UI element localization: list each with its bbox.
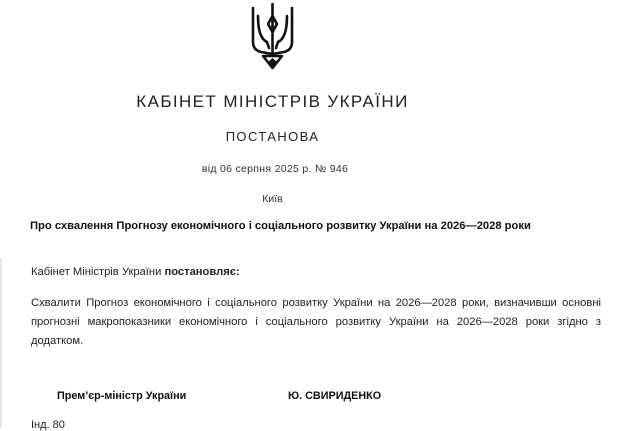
- organization-title: КАБІНЕТ МІНІСТРІВ УКРАЇНИ: [136, 92, 409, 111]
- preamble-verb: постановляє:: [164, 266, 240, 278]
- document-heading: Про схвалення Прогнозу економічного і соціального розвитку України на 2026—2028 роки: [30, 220, 531, 232]
- resolution-body: Схвалити Прогноз економічного і соціального розвитку України на 2026—2028 роки, визначивши основні прогнозні макропоказники економічного і соціального розвитку України на 2026—2028 роки згідно з додатком.: [31, 297, 601, 347]
- document-date: від 06 серпня 2025 р. № 946: [201, 163, 349, 175]
- left-margin-rule: [0, 258, 2, 428]
- signatory-title: Прем’єр-міністр України: [57, 390, 187, 402]
- trident-coat-of-arms-icon: [249, 2, 296, 70]
- document-city: Київ: [262, 193, 283, 205]
- signatory-name: Ю. СВИРИДЕНКО: [288, 390, 382, 402]
- preamble: [31, 266, 240, 278]
- document-type: ПОСТАНОВА: [225, 129, 320, 144]
- document-index: Інд. 80: [31, 419, 65, 431]
- preamble-text: Кабінет Міністрів України: [31, 266, 165, 278]
